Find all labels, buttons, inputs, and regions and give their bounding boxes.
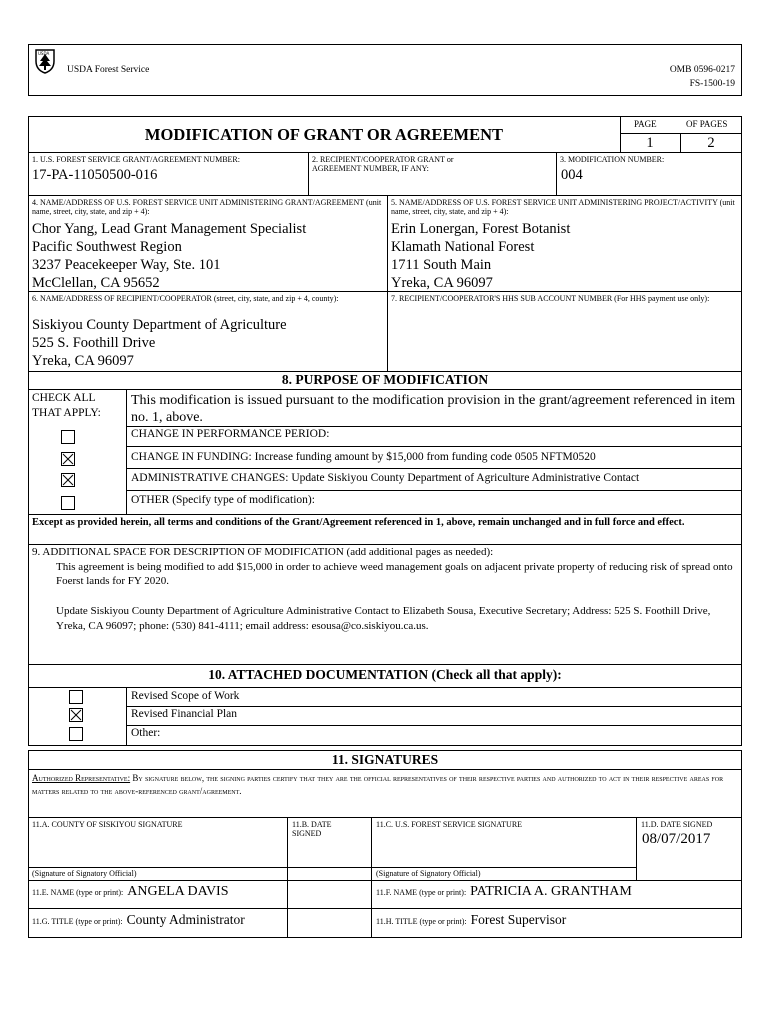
option-administrative-checkbox[interactable] <box>61 473 75 487</box>
option-funding-label: CHANGE IN FUNDING: Increase funding amount by $15,000 from funding code 0505 NFTM0520 <box>131 451 596 463</box>
checkbox-mark-icon <box>62 431 74 443</box>
sig-f-row <box>376 882 632 900</box>
sig-e-row <box>32 882 229 900</box>
item4-line-2: Pacific Southwest Region <box>32 239 182 255</box>
sig-f-label: 11.F. NAME (type or print): <box>376 888 467 897</box>
authorized-lead: Authorized Representative: <box>32 773 131 783</box>
attached-financial-label: Revised Financial Plan <box>131 708 238 720</box>
sig-g-value: County Administrator <box>126 912 245 927</box>
authorized-text: By signature below, the signing parties certify that they are the official representatives of their respective parties and authorized to act in their respective areas for matters related to the above-referenced grant/agreement. <box>32 773 724 796</box>
attached-other-checkbox[interactable] <box>69 727 83 741</box>
purpose-heading: 8. PURPOSE OF MODIFICATION <box>281 372 489 387</box>
item6-line-2: 525 S. Foothill Drive <box>32 335 156 351</box>
purpose-intro: This modification is issued pursuant to the modification provision in the grant/agreement referenced in item no. 1, above. <box>131 393 736 425</box>
item1-value: 17-PA-11050500-016 <box>32 167 158 183</box>
option-performance-label: CHANGE IN PERFORMANCE PERIOD: <box>131 428 330 440</box>
sig-a-label: 11.A. COUNTY OF SISKIYOU SIGNATURE <box>32 820 183 829</box>
signatures-heading: 11. SIGNATURES <box>331 752 439 767</box>
sig-h-label: 11.H. TITLE (type or print): <box>376 917 467 926</box>
item5-line-4: Yreka, CA 96097 <box>391 275 493 291</box>
sig-caption-right: (Signature of Signatory Official) <box>376 869 481 878</box>
item9-para1: This agreement is being modified to add $15,000 in order to achieve weed management goals on adjacent private property of reducing risk of spread onto Foerst lands for FY 2020. <box>56 561 733 587</box>
sig-g-row <box>32 911 245 929</box>
item6-label: 6. NAME/ADDRESS OF RECIPIENT/COOPERATOR (street, city, state, and zip + 4, county): <box>32 294 339 303</box>
usfs-signature-field[interactable] <box>373 840 634 866</box>
option-other-label: OTHER (Specify type of modification): <box>131 494 315 506</box>
sig-f-value: PATRICIA A. GRANTHAM <box>470 884 632 899</box>
sig-caption-left: (Signature of Signatory Official) <box>32 869 137 878</box>
item3-label: 3. MODIFICATION NUMBER: <box>560 155 665 164</box>
item7-label: 7. RECIPIENT/COOPERATOR'S HHS SUB ACCOUNT NUMBER (For HHS payment use only): <box>391 294 710 303</box>
item9-para2: Update Siskiyou County Department of Agriculture Administrative Contact to Elizabeth Sousa, Executive Secretary; Address: 525 S. Foothill Drive, Yreka, CA 96097; phone: (530) 841-4111; email address: esousa@co.siskiyou.ca.us. <box>56 605 711 632</box>
sig-g-label: 11.G. TITLE (type or print): <box>32 917 123 926</box>
attached-financial-checkbox[interactable] <box>69 708 83 722</box>
sig-d-label: 11.D. DATE SIGNED <box>641 820 713 829</box>
checkbox-mark-icon <box>70 691 82 703</box>
except-clause: Except as provided herein, all terms and conditions of the Grant/Agreement referenced in 1, above, remain unchanged and in full force and effect. <box>32 517 685 528</box>
x-mark-icon <box>62 474 74 486</box>
item9-label: 9. ADDITIONAL SPACE FOR DESCRIPTION OF MODIFICATION (add additional pages as needed): <box>32 546 494 558</box>
attached-heading: 10. ATTACHED DOCUMENTATION (Check all that apply): <box>208 667 562 682</box>
check-all-label: CHECK ALL THAT APPLY: <box>32 392 101 419</box>
sig-d-value: 08/07/2017 <box>642 831 711 847</box>
usda-shield-logo-icon <box>34 48 56 74</box>
sig-c-label: 11.C. U.S. FOREST SERVICE SIGNATURE <box>376 820 523 829</box>
attached-scope-checkbox[interactable] <box>69 690 83 704</box>
item5-line-1: Erin Lonergan, Forest Botanist <box>391 221 571 237</box>
page-number: 1 <box>646 135 654 151</box>
item4-label: 4. NAME/ADDRESS OF U.S. FOREST SERVICE UNIT ADMINISTERING GRANT/AGREEMENT (unit name, street, city, state, and zip + 4): <box>32 198 382 216</box>
item6-line-3: Yreka, CA 96097 <box>32 353 134 369</box>
sig-b-label: 11.B. DATE SIGNED <box>292 820 332 838</box>
authorized-statement <box>32 772 738 798</box>
sig-e-label: 11.E. NAME (type or print): <box>32 888 124 897</box>
item5-line-3: 1711 South Main <box>391 257 492 273</box>
option-funding-checkbox[interactable] <box>61 452 75 466</box>
omb-number: OMB 0596-0217 <box>669 65 735 75</box>
item4-line-4: McClellan, CA 95652 <box>32 275 160 291</box>
of-pages-label: OF PAGES <box>686 119 728 129</box>
page-label: PAGE <box>634 119 657 129</box>
item3-value: 004 <box>561 167 583 183</box>
county-signature-field[interactable] <box>30 840 285 866</box>
checkbox-mark-icon <box>62 497 74 509</box>
sig-h-value: Forest Supervisor <box>470 912 567 927</box>
option-other-checkbox[interactable] <box>61 496 75 510</box>
x-mark-icon <box>70 709 82 721</box>
checkbox-mark-icon <box>70 728 82 740</box>
item2-label: 2. RECIPIENT/COOPERATOR GRANT or AGREEMENT NUMBER, IF ANY: <box>312 155 454 173</box>
x-mark-icon <box>62 453 74 465</box>
form-number: FS-1500-19 <box>689 79 735 89</box>
item4-line-3: 3237 Peacekeeper Way, Ste. 101 <box>32 257 221 273</box>
item1-label: 1. U.S. FOREST SERVICE GRANT/AGREEMENT NUMBER: <box>32 155 240 164</box>
attached-other-label: Other: <box>131 727 161 739</box>
option-administrative-label: ADMINISTRATIVE CHANGES: Update Siskiyou County Department of Agriculture Administrative Contact <box>131 472 640 484</box>
form-title: MODIFICATION OF GRANT OR AGREEMENT <box>144 125 504 144</box>
header-box <box>28 44 742 96</box>
item4-line-1: Chor Yang, Lead Grant Management Specialist <box>32 221 307 237</box>
agency-name: USDA Forest Service <box>67 65 150 75</box>
of-pages-number: 2 <box>707 135 715 151</box>
sig-h-row <box>376 911 566 929</box>
svg-text:USDA: USDA <box>38 51 50 56</box>
item5-line-2: Klamath National Forest <box>391 239 535 255</box>
option-performance-checkbox[interactable] <box>61 430 75 444</box>
attached-scope-label: Revised Scope of Work <box>131 690 240 702</box>
item5-label: 5. NAME/ADDRESS OF U.S. FOREST SERVICE UNIT ADMINISTERING PROJECT/ACTIVITY (unit name, street, city, state, and zip + 4): <box>391 198 735 216</box>
item6-line-1: Siskiyou County Department of Agriculture <box>32 317 287 333</box>
sig-e-value: ANGELA DAVIS <box>127 884 229 899</box>
